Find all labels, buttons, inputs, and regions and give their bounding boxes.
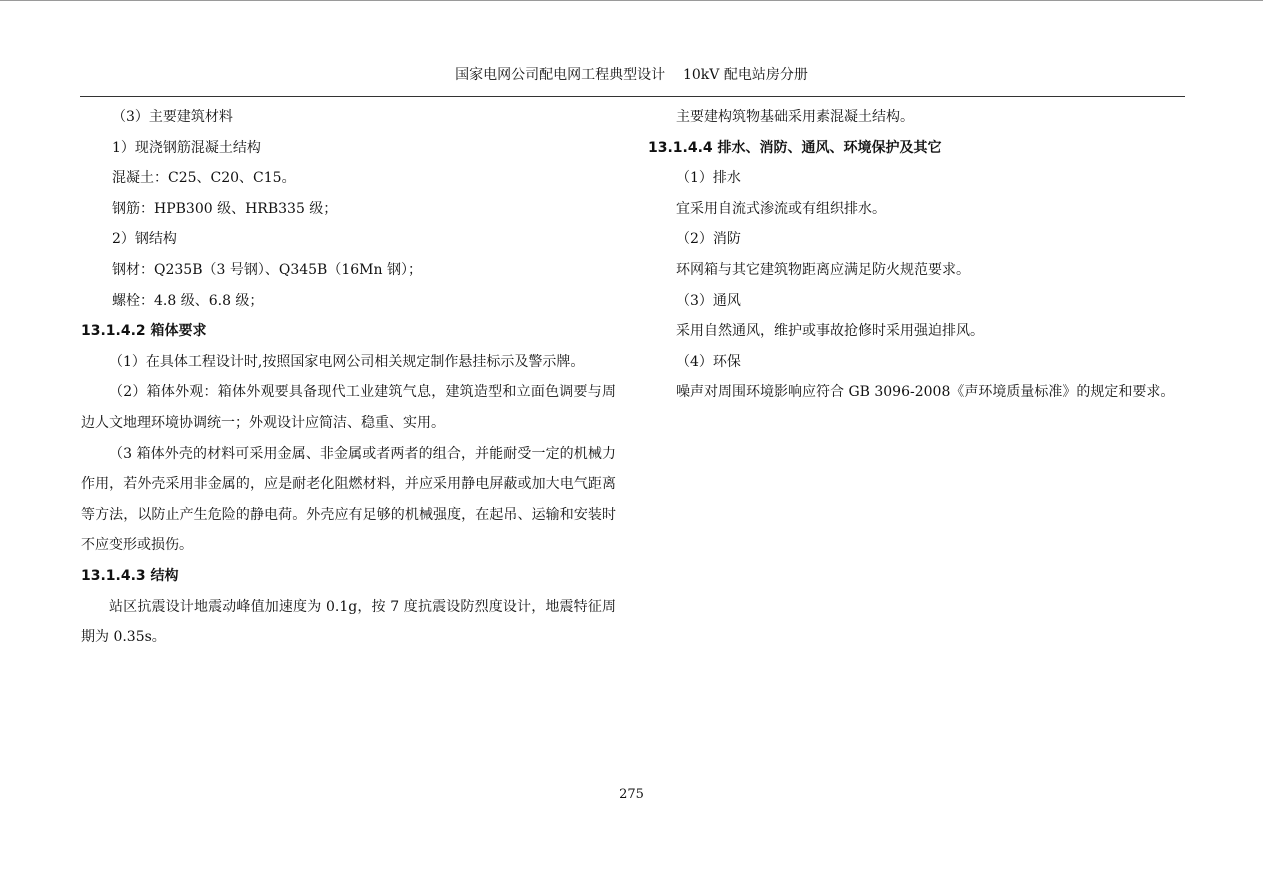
paragraph-ventilation: 采用自然通风，维护或事故抢修时采用强迫排风。 bbox=[676, 323, 984, 340]
paragraph-foundation: 主要建构筑物基础采用素混凝土结构。 bbox=[676, 109, 914, 125]
steel-grades: 钢材：Q235B（3 号钢）、Q345B（16Mn 钢）； bbox=[112, 261, 422, 278]
section-heading-structure: 13.1.4.3 结构 bbox=[81, 567, 179, 584]
header-rule bbox=[80, 96, 1185, 97]
paragraph-seismic-design: 站区抗震设计地震动峰值加速度为 0.1g，按 7 度抗震设防烈度设计，地震特征周期为 0.35s。 bbox=[81, 598, 616, 646]
section-heading-drainage-fire-ventilation: 13.1.4.4 排水、消防、通风、环境保护及其它 bbox=[648, 139, 942, 156]
concrete-grades: 混凝土：C25、C20、C15。 bbox=[112, 170, 296, 187]
item-fire-protection: （2）消防 bbox=[676, 231, 741, 248]
paragraph-warning-signs: （1）在具体工程设计时,按照国家电网公司相关规定制作悬挂标示及警示牌。 bbox=[109, 353, 585, 370]
paragraph-fire-protection: 环网箱与其它建筑物距离应满足防火规范要求。 bbox=[676, 261, 970, 278]
paragraph-noise-standard: 噪声对周围环境影响应符合 GB 3096-2008《声环境质量标准》的规定和要求。 bbox=[676, 384, 1175, 401]
item-steel-structure: 2）钢结构 bbox=[112, 231, 177, 248]
paragraph-enclosure-materials: （3 箱体外壳的材料可采用金属、非金属或者两者的组合，并能耐受一定的机械力作用，若外壳采用非金属的，应是耐老化阻燃材料，并应采用静电屏蔽或加大电气距离等方法，以防止产生危险的静电荷。外壳应有足够的机械强度，在起吊、运输和安装时不应变形或损伤。 bbox=[81, 445, 616, 554]
section-heading-enclosure-requirements: 13.1.4.2 箱体要求 bbox=[81, 323, 207, 340]
item-drainage: （1）排水 bbox=[676, 170, 741, 187]
item-ventilation: （3）通风 bbox=[676, 292, 741, 309]
item-environmental-protection: （4）环保 bbox=[676, 353, 741, 370]
subsection-building-materials: （3）主要建筑材料 bbox=[112, 109, 233, 125]
bolt-grades: 螺栓：4.8 级、6.8 级； bbox=[112, 292, 264, 309]
paragraph-enclosure-appearance: （2）箱体外观：箱体外观要具备现代工业建筑气息，建筑造型和立面色调要与周边人文地理环境协调统一；外观设计应简洁、稳重、实用。 bbox=[81, 384, 616, 431]
running-header: 国家电网公司配电网工程典型设计 10kV 配电站房分册 bbox=[455, 67, 808, 83]
top-border-line bbox=[0, 0, 1263, 1]
rebar-grades: 钢筋：HPB300 级、HRB335 级； bbox=[112, 200, 338, 217]
paragraph-drainage: 宜采用自流式渗流或有组织排水。 bbox=[676, 200, 886, 217]
right-column bbox=[648, 102, 1184, 408]
item-cast-in-place-concrete: 1）现浇钢筋混凝土结构 bbox=[112, 139, 261, 156]
page-number: 275 bbox=[619, 787, 644, 802]
left-column bbox=[81, 102, 616, 653]
